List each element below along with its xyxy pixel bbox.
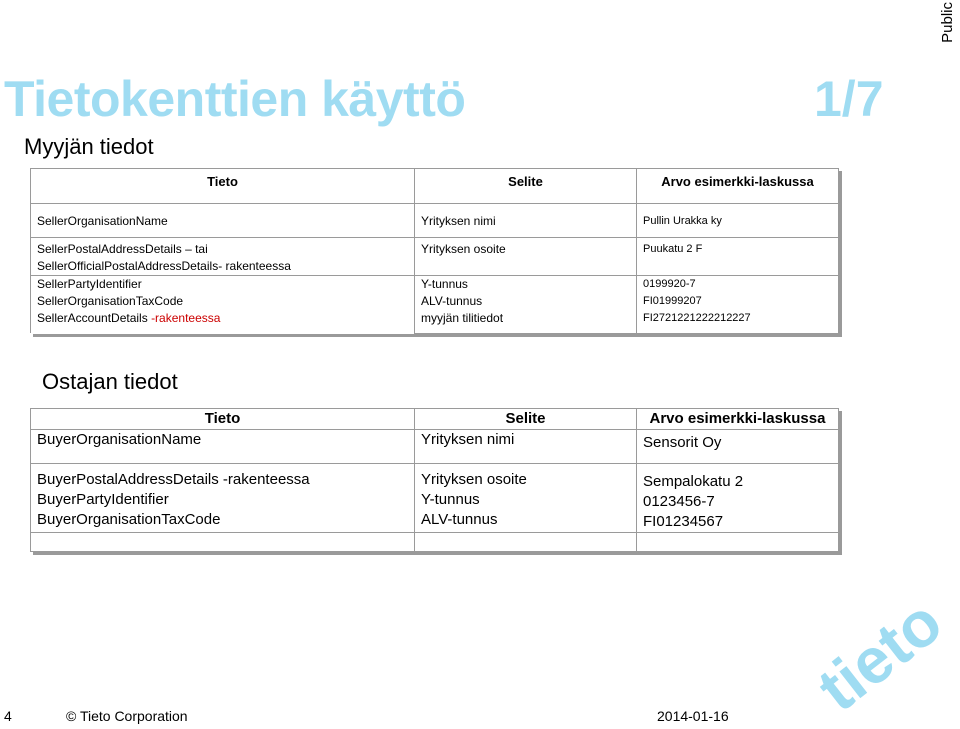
- page-count: 1/7: [814, 71, 884, 127]
- buyer-table: [30, 408, 839, 552]
- value-line: 0123456-7: [643, 493, 715, 510]
- desc-line: ALV-tunnus: [421, 294, 483, 308]
- value-line: Sempalokatu 2: [643, 473, 744, 490]
- field-text-red: -rakenteessa: [151, 311, 221, 325]
- field-cell: SellerOrganisationName: [31, 204, 415, 238]
- tieto-logo: [804, 585, 960, 726]
- page-number: 4: [4, 708, 12, 724]
- table-row: [31, 238, 839, 276]
- page-title: Tietokenttien käyttö: [4, 71, 466, 127]
- desc-cell: Yrityksen osoite: [415, 238, 637, 276]
- public-label: Public: [939, 2, 956, 43]
- value-line: 0199920-7: [643, 278, 696, 290]
- field-cell: BuyerOrganisationName: [31, 430, 415, 464]
- value-cell: Sensorit Oy: [637, 430, 839, 464]
- field-line: BuyerPostalAddressDetails -rakenteessa: [37, 471, 310, 488]
- field-text: SellerAccountDetails: [37, 311, 152, 325]
- desc-cell: Yrityksen nimi: [415, 204, 637, 238]
- column-header-tieto: Tieto: [31, 169, 415, 204]
- table-header-row: [31, 409, 839, 430]
- column-header-tieto: Tieto: [31, 409, 415, 430]
- field-line: SellerOrganisationTaxCode: [37, 294, 184, 308]
- field-line: BuyerPartyIdentifier: [37, 491, 169, 508]
- field-line: SellerPartyIdentifier: [37, 277, 142, 291]
- seller-heading: Myyjän tiedot: [24, 134, 154, 159]
- field-cell: [31, 464, 415, 533]
- desc-cell: [415, 464, 637, 533]
- buyer-heading: Ostajan tiedot: [42, 369, 178, 394]
- field-cell: [31, 238, 415, 276]
- value-line: FI01234567: [643, 513, 724, 530]
- spacer: [37, 327, 408, 333]
- field-line: SellerOfficialPostalAddressDetails- rakenteessa: [37, 259, 291, 273]
- empty-cell: [31, 533, 415, 552]
- value-line: FI2721221222212227: [643, 312, 751, 324]
- desc-line: myyjän tilitiedot: [421, 311, 504, 325]
- column-header-selite: Selite: [415, 169, 637, 204]
- value-cell: Puukatu 2 F: [637, 238, 839, 276]
- empty-cell: [415, 533, 637, 552]
- copyright: © Tieto Corporation: [66, 708, 188, 724]
- field-line: BuyerOrganisationTaxCode: [37, 511, 221, 528]
- value-line: FI01999207: [643, 295, 702, 307]
- table-row: [31, 430, 839, 464]
- desc-line: Y-tunnus: [421, 277, 468, 291]
- table-header-row: [31, 169, 839, 204]
- desc-cell: Yrityksen nimi: [415, 430, 637, 464]
- desc-line: Yrityksen osoite: [421, 471, 527, 488]
- table-row: [31, 464, 839, 533]
- value-cell: [637, 464, 839, 533]
- field-line: [37, 310, 408, 327]
- seller-table: [30, 168, 839, 334]
- field-line: SellerPostalAddressDetails – tai: [37, 242, 208, 256]
- tieto-logo-text: tieto: [804, 585, 956, 726]
- desc-line: ALV-tunnus: [421, 511, 498, 528]
- column-header-selite: Selite: [415, 409, 637, 430]
- table-row: [31, 276, 839, 334]
- empty-cell: [637, 533, 839, 552]
- field-cell: [31, 276, 415, 334]
- table-row: [31, 204, 839, 238]
- column-header-arvo: Arvo esimerkki-laskussa: [637, 169, 839, 204]
- table-row-empty: [31, 533, 839, 552]
- footer-date: 2014-01-16: [657, 708, 729, 724]
- value-cell: [637, 276, 839, 334]
- value-cell: Pullin Urakka ky: [637, 204, 839, 238]
- column-header-arvo: Arvo esimerkki-laskussa: [637, 409, 839, 430]
- desc-line: Y-tunnus: [421, 491, 480, 508]
- desc-cell: [415, 276, 637, 334]
